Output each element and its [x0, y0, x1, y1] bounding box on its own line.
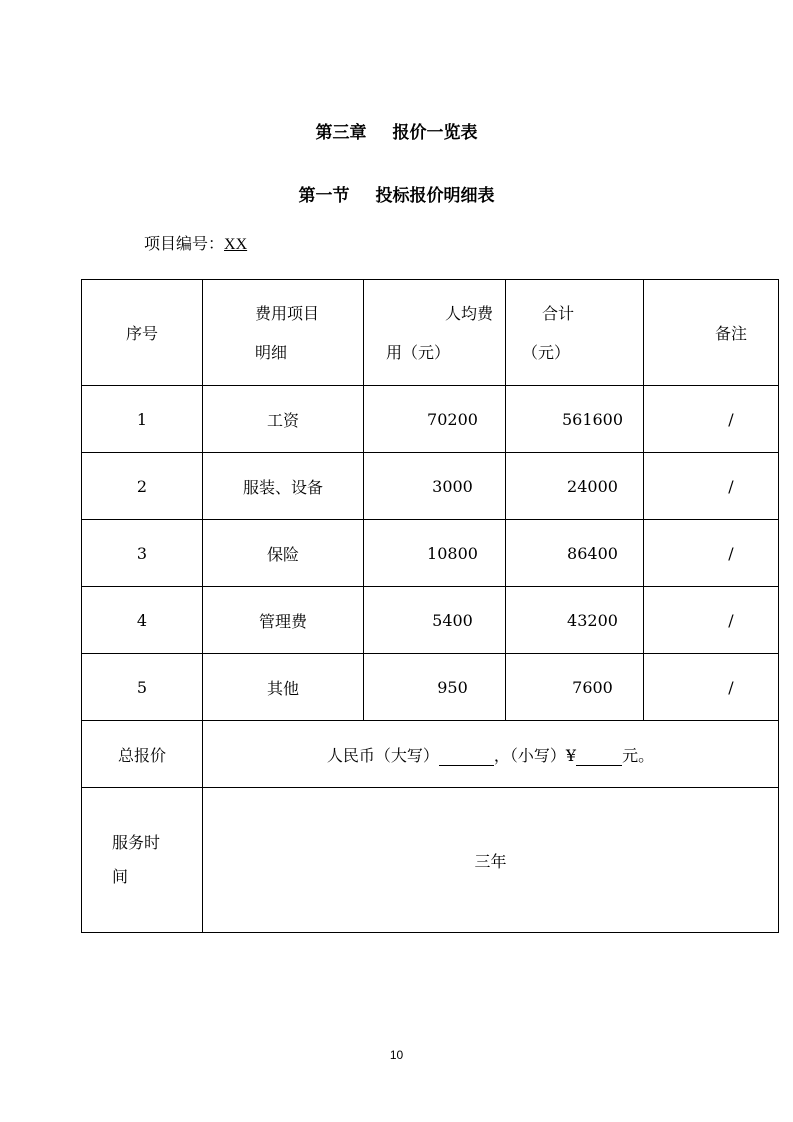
table-row: 2 服装、设备 3000 24000 /: [82, 453, 779, 520]
header-total: 合计 （元）: [506, 280, 644, 386]
total-quote-value: 人民币（大写） ，（小写）¥ 元。: [203, 721, 779, 788]
table-row: 5 其他 950 7600 /: [82, 654, 779, 721]
amount-figures-blank: [576, 746, 622, 766]
table-header-row: [82, 280, 779, 386]
service-period-row: [82, 788, 779, 933]
total-quote-row: [82, 721, 779, 788]
section-title: 第一节 投标报价明细表: [298, 186, 495, 206]
total-quote-label: 总报价: [82, 721, 203, 788]
header-no: 序号: [82, 280, 203, 386]
header-note: 备注: [644, 280, 779, 386]
table-row: 3 保险 10800 86400 /: [82, 520, 779, 587]
header-item: 费用项目 明细: [203, 280, 364, 386]
amount-words-blank: [439, 746, 494, 766]
page-number: 10: [389, 1048, 404, 1062]
service-period-label: 服务时 间: [82, 788, 203, 933]
header-per-person: 人均费 用（元）: [364, 280, 506, 386]
project-number-value: XX: [224, 236, 248, 253]
table-row: 4 管理费 5400 43200 /: [82, 587, 779, 654]
project-number: 项目编号：XX: [144, 234, 248, 253]
table-row: 1 工资 70200 561600 /: [82, 386, 779, 453]
service-period-value: 三年: [203, 788, 779, 933]
quote-detail-table: [81, 279, 779, 933]
chapter-title: 第三章 报价一览表: [315, 123, 478, 143]
